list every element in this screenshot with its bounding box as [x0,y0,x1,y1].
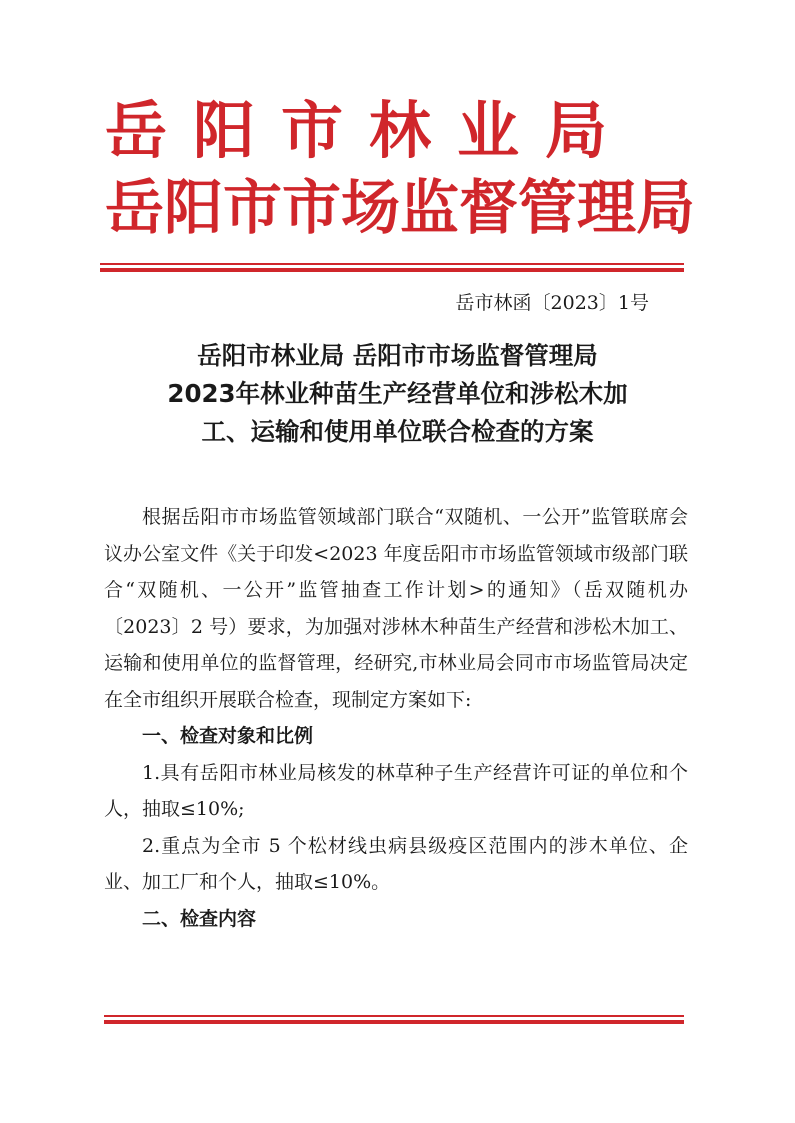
title-line-2: 2023年林业种苗生产经营单位和涉松木加 [167,379,628,408]
document-number: 岳市林函〔2023〕1号 [455,292,649,314]
header-rule-thick [100,268,684,272]
section-1-item-1: 1.具有岳阳市林业局核发的林草种子生产经营许可证的单位和个人，抽取≤10%; [104,761,688,820]
title-line-1: 岳阳市林业局 岳阳市市场监督管理局 [197,341,598,370]
issuer-line-2: 岳阳市市场监督管理局 [105,173,696,242]
footer-rule-thick [104,1020,684,1024]
section-2-heading: 二、检查内容 [142,907,257,930]
header-rule-thin [100,263,684,265]
footer-rule-thin [104,1015,684,1017]
document-title [90,337,705,451]
document-body [104,499,688,937]
issuer-line-1: 岳阳市林业局 [105,94,634,167]
title-line-3: 工、运输和使用单位联合检查的方案 [201,417,594,446]
section-1-heading: 一、检查对象和比例 [142,725,314,747]
intro-paragraph: 根据岳阳市市场监管领域部门联合“双随机、一公开”监管联席会议办公室文件《关于印发<2023 年度岳阳市市场监管领域市级部门联合“双随机、一公开”监管抽查工作计划>的通知》（岳双随机办〔2023〕2 号）要求，为加强对涉林木种苗生产经营和涉松木加工、运输和使用单位的监督管理，经研究,市林业局会同市市场监管局决定在全市组织开展联合检查，现制定方案如下: [104,506,688,711]
section-1-item-2: 2.重点为全市 5 个松材线虫病县级疫区范围内的涉木单位、企业、加工厂和个人，抽取≤10%。 [104,834,688,893]
